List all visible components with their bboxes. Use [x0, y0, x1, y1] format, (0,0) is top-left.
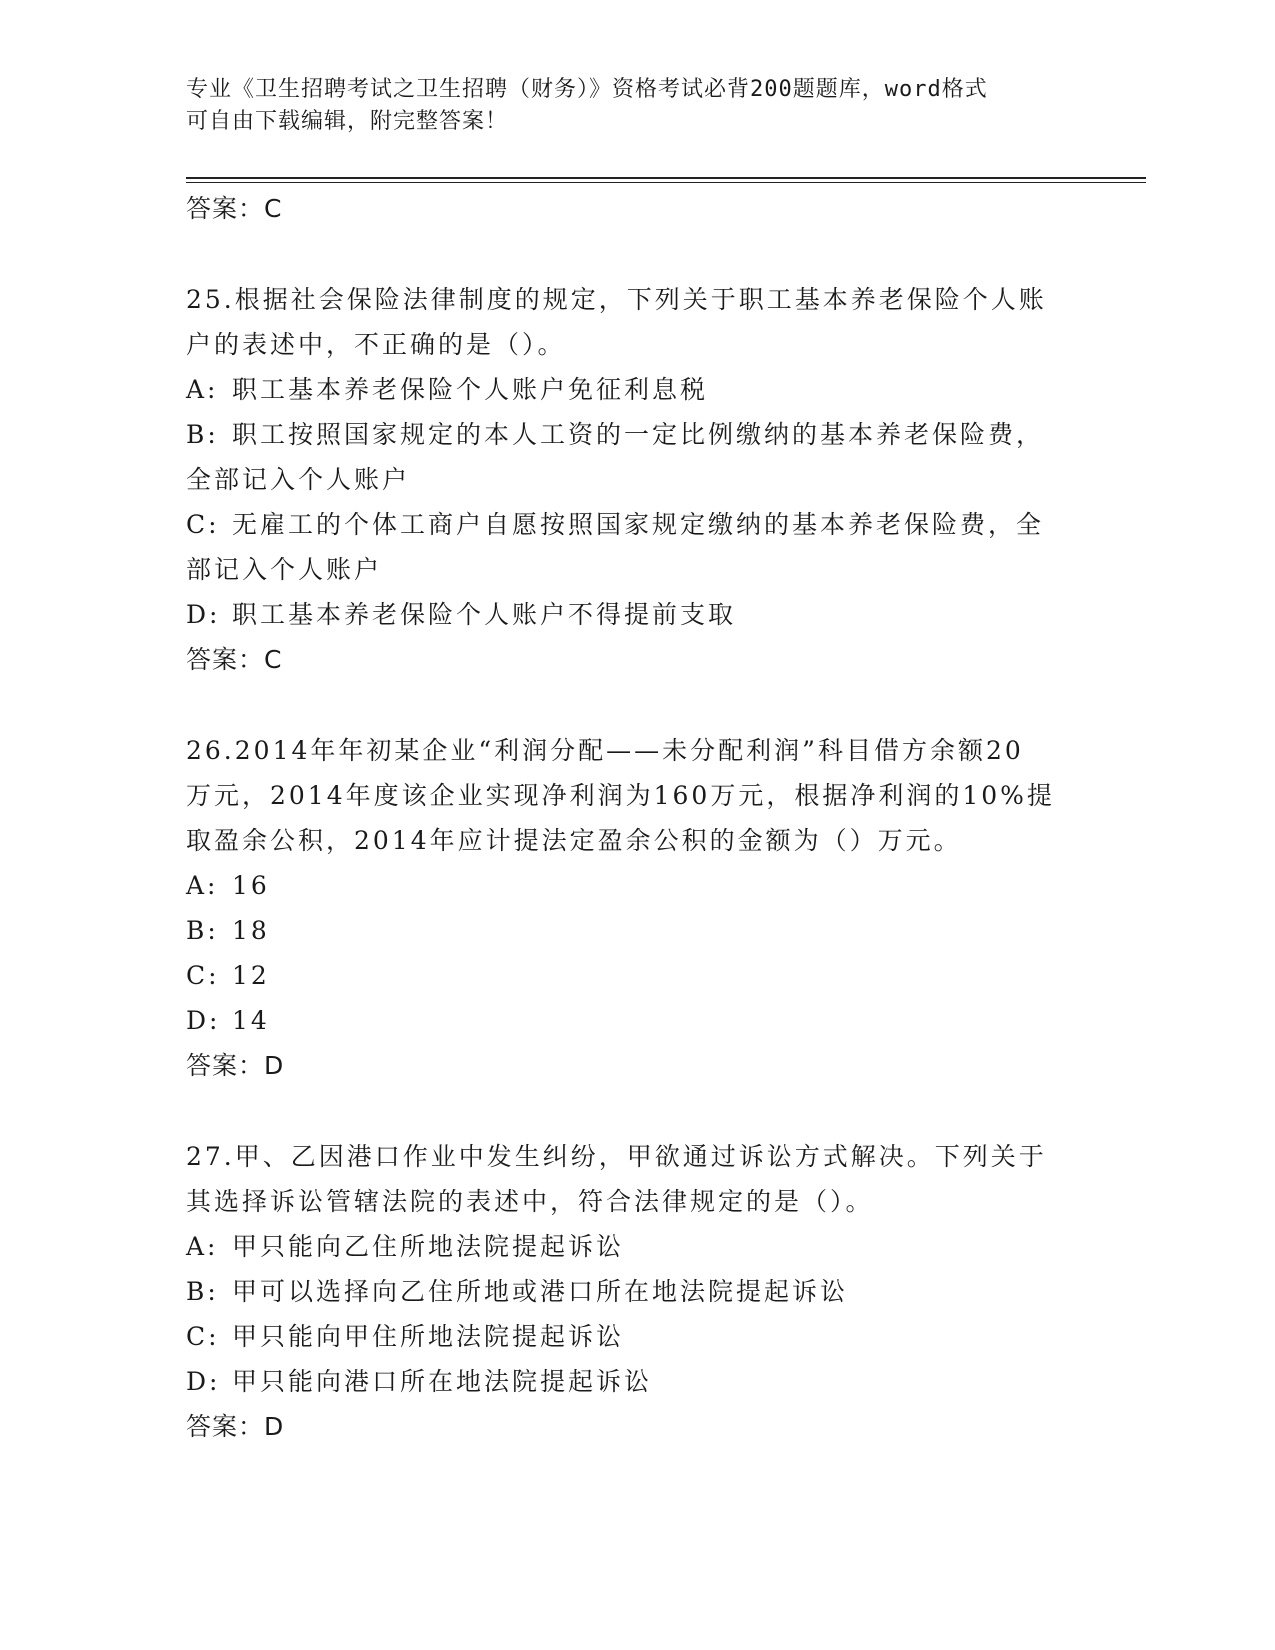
- option-text: 16: [232, 871, 270, 900]
- stem-line: 26.2014年年初某企业“利润分配——未分配利润”科目借方余额20: [186, 736, 1024, 765]
- option-text: 12: [232, 961, 270, 990]
- option-c: [186, 1314, 1086, 1359]
- header-divider-thin: [186, 182, 1146, 183]
- stem-line: 万元，2014年度该企业实现净利润为160万元，根据净利润的10%提: [186, 781, 1055, 810]
- question-answer: 答案：C: [186, 645, 283, 674]
- option-key: B:: [186, 1277, 219, 1306]
- option-key: D:: [186, 600, 221, 629]
- question-stem: [186, 277, 1086, 367]
- option-c: [186, 502, 1086, 592]
- option-text: 职工基本养老保险个人账户免征利息税: [232, 375, 709, 404]
- option-text: 职工基本养老保险个人账户不得提前支取: [232, 600, 737, 629]
- option-text: 甲可以选择向乙住所地或港口所在地法院提起诉讼: [232, 1277, 849, 1306]
- option-a: [186, 1224, 1086, 1269]
- document-body: [186, 190, 1086, 1446]
- stem-line: 27.甲、乙因港口作业中发生纠纷，甲欲通过诉讼方式解决。下列关于: [186, 1142, 1047, 1171]
- option-key: B:: [186, 420, 219, 449]
- question-answer: 答案：D: [186, 1412, 285, 1441]
- option-d: [186, 1359, 1086, 1404]
- option-b: [186, 1269, 1086, 1314]
- header-line-2: 可自由下载编辑，附完整答案！: [186, 109, 509, 134]
- question-stem: [186, 1134, 1086, 1224]
- option-key: C:: [186, 1322, 220, 1351]
- option-key: D:: [186, 1006, 221, 1035]
- stem-line: 其选择诉讼管辖法院的表述中，符合法律规定的是（）。: [186, 1187, 874, 1216]
- option-key: C:: [186, 961, 220, 990]
- page-header: [186, 74, 1066, 138]
- option-text-continued: 全部记入个人账户: [186, 465, 411, 494]
- stem-line: 25.根据社会保险法律制度的规定，下列关于职工基本养老保险个人账: [186, 285, 1047, 314]
- option-a: [186, 367, 1086, 412]
- option-b: [186, 412, 1086, 502]
- option-c: [186, 953, 1086, 998]
- option-text: 职工按照国家规定的本人工资的一定比例缴纳的基本养老保险费，: [232, 420, 1045, 449]
- option-text: 甲只能向甲住所地法院提起诉讼: [232, 1322, 625, 1351]
- option-text: 甲只能向乙住所地法院提起诉讼: [232, 1232, 625, 1261]
- header-divider-thick: [186, 177, 1146, 179]
- stem-line: 取盈余公积，2014年应计提法定盈余公积的金额为（）万元。: [186, 826, 962, 855]
- option-text-continued: 部记入个人账户: [186, 555, 383, 584]
- question-27: [186, 1134, 1086, 1446]
- option-key: A:: [186, 871, 219, 900]
- option-key: D:: [186, 1367, 221, 1396]
- previous-question-answer: 答案：C: [186, 194, 283, 223]
- question-stem: [186, 728, 1086, 863]
- stem-line: 户的表述中，不正确的是（）。: [186, 330, 566, 359]
- question-26: [186, 728, 1086, 1085]
- option-d: [186, 998, 1086, 1043]
- option-text: 18: [232, 916, 270, 945]
- option-b: [186, 908, 1086, 953]
- question-answer: 答案：D: [186, 1051, 285, 1080]
- option-key: A:: [186, 375, 219, 404]
- option-text: 14: [232, 1006, 270, 1035]
- header-line-1: 专业《卫生招聘考试之卫生招聘（财务）》资格考试必背200题题库，word格式: [186, 77, 988, 102]
- option-text: 甲只能向港口所在地法院提起诉讼: [232, 1367, 653, 1396]
- option-key: A:: [186, 1232, 219, 1261]
- question-25: [186, 277, 1086, 679]
- option-text: 无雇工的个体工商户自愿按照国家规定缴纳的基本养老保险费，全: [232, 510, 1045, 539]
- option-d: [186, 592, 1086, 637]
- option-key: B:: [186, 916, 219, 945]
- option-key: C:: [186, 510, 220, 539]
- option-a: [186, 863, 1086, 908]
